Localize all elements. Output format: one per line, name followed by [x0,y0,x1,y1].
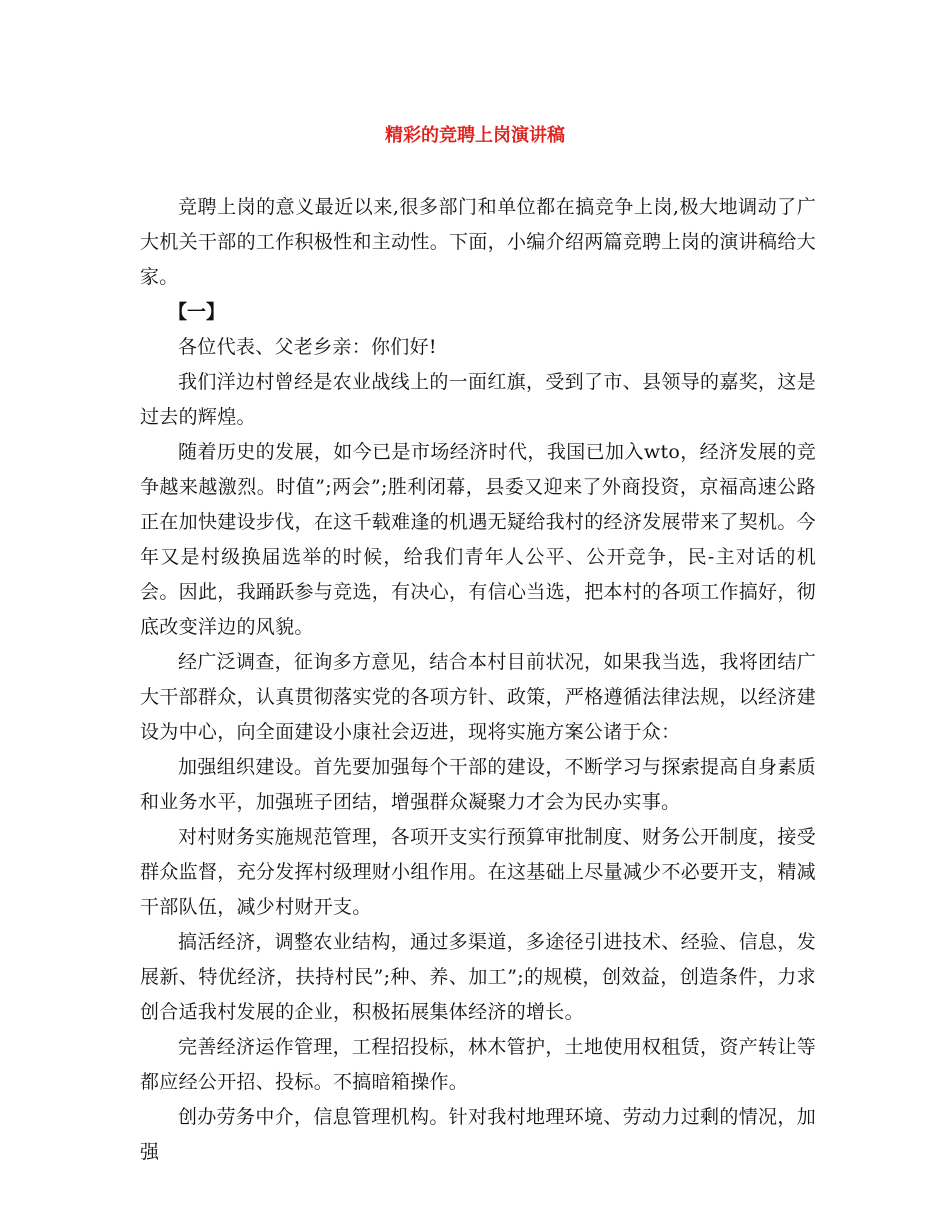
paragraph: 随着历史的发展，如今已是市场经济时代，我国已加入wto，经济发展的竞争越来越激烈。时值”;两会”;胜利闭幕，县委又迎来了外商投资，京福高速公路正在加快建设步伐，在这千载难逢的机遇无疑给我村的经济发展带来了契机。今年又是村级换届选举的时候，给我们青年人公平、公开竞争，民-主对话的机会。因此，我踊跃参与竞选，有决心，有信心当选，把本村的各项工作搞好，彻底改变洋边的风貌。 [140,441,816,638]
paragraph-greeting: 各位代表、父老乡亲：你们好! [178,336,437,358]
paragraph: 搞活经济，调整农业结构，通过多渠道，多途径引进技术、经验、信息，发展新、特优经济，扶持村民”;种、养、加工”;的规模，创效益，创造条件，力求创合适我村发展的企业，积极拓展集体经济的增长。 [140,931,816,1023]
paragraph: 完善经济运作管理，工程招投标，林木管护，土地使用权租赁，资产转让等都应经公开招、投标。不搞暗箱操作。 [140,1036,816,1093]
paragraph: 我们洋边村曾经是农业战线上的一面红旗，受到了市、县领导的嘉奖，这是过去的辉煌。 [140,371,816,428]
document-body [140,190,816,1170]
document-title: 精彩的竞聘上岗演讲稿 [385,125,565,146]
section-mark: 【一】 [168,301,226,323]
paragraph-intro: 竞聘上岗的意义最近以来,很多部门和单位都在搞竞争上岗,极大地调动了广大机关干部的工作积极性和主动性。下面，小编介绍两篇竞聘上岗的演讲稿给大家。 [140,196,816,288]
paragraph: 经广泛调查，征询多方意见，结合本村目前状况，如果我当选，我将团结广大干部群众，认真贯彻落实党的各项方针、政策，严格遵循法律法规，以经济建设为中心，向全面建设小康社会迈进，现将实施方案公诸于众： [140,651,816,743]
paragraph: 创办劳务中介，信息管理机构。针对我村地理环境、劳动力过剩的情况，加强 [140,1106,816,1163]
paragraph: 对村财务实施规范管理，各项开支实行预算审批制度、财务公开制度，接受群众监督，充分发挥村级理财小组作用。在这基础上尽量减少不必要开支，精减干部队伍，减少村财开支。 [140,826,816,918]
paragraph: 加强组织建设。首先要加强每个干部的建设，不断学习与探索提高自身素质和业务水平，加强班子团结，增强群众凝聚力才会为民办实事。 [140,756,816,813]
